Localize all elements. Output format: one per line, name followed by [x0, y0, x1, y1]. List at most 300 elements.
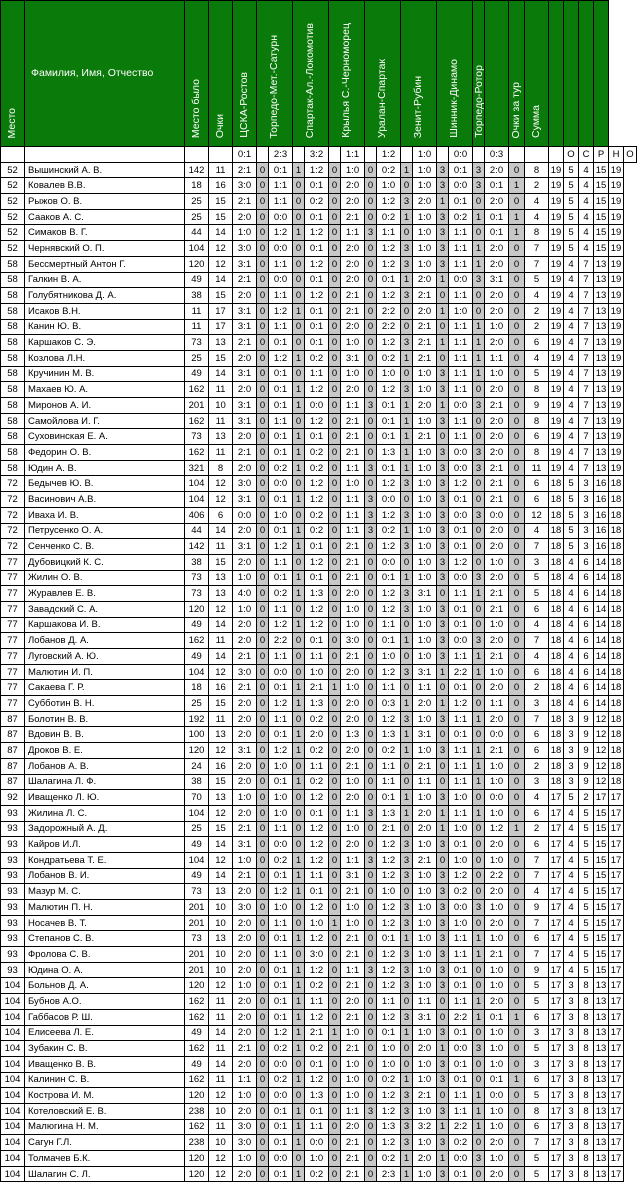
stat-cell: 19: [609, 288, 624, 304]
prediction-cell: 1:2: [377, 900, 401, 916]
match-points-cell: 3: [365, 523, 377, 539]
prediction-cell: 3:1: [413, 1009, 437, 1025]
prediction-cell: 0:1: [269, 774, 293, 790]
stat-cell: 15: [594, 837, 609, 853]
points-cell: 12: [209, 1166, 233, 1182]
name-cell: Симаков В. Г.: [25, 225, 185, 241]
match-points-cell: 3: [437, 931, 449, 947]
prediction-cell: 0:0: [269, 837, 293, 853]
prediction-cell: 0:2: [269, 460, 293, 476]
match-points-cell: 0: [293, 821, 305, 837]
tour-points-cell: 7: [525, 241, 549, 257]
prediction-cell: 2:0: [413, 805, 437, 821]
prediction-cell: 2:0: [341, 586, 365, 602]
prediction-cell: 1:1: [449, 1088, 473, 1104]
prev-place-cell: 49: [185, 366, 209, 382]
stat-cell: 4: [564, 586, 579, 602]
prediction-cell: 2:1: [341, 1166, 365, 1182]
prev-place-cell: 44: [185, 225, 209, 241]
prediction-cell: 2:1: [413, 350, 437, 366]
table-row: [1, 460, 637, 476]
match-points-cell: 1: [293, 727, 305, 743]
table-row: [1, 288, 637, 304]
match-points-cell: 0: [257, 696, 269, 712]
stat-cell: 13: [594, 319, 609, 335]
match-points-cell: 1: [293, 1009, 305, 1025]
match-points-cell: 0: [257, 821, 269, 837]
match-points-cell: 1: [293, 1025, 305, 1041]
name-cell: Фролова С. В.: [25, 947, 185, 963]
header-place: Место: [6, 107, 18, 138]
stat-cell: 18: [549, 633, 564, 649]
stat-cell: 3: [579, 507, 594, 523]
name-cell: Исаков В.Н.: [25, 303, 185, 319]
tour-points-cell: 8: [525, 413, 549, 429]
match-points-cell: 1: [329, 915, 341, 931]
prediction-cell: 0:0: [485, 1088, 509, 1104]
stat-cell: 4: [564, 398, 579, 414]
prev-place-cell: 73: [185, 335, 209, 351]
match-points-cell: 3: [365, 1103, 377, 1119]
name-cell: Канин Ю. В.: [25, 319, 185, 335]
stat-cell: 7: [579, 382, 594, 398]
match-points-cell: 1: [473, 209, 485, 225]
prediction-cell: 0:2: [305, 774, 329, 790]
prediction-cell: 0:2: [305, 350, 329, 366]
prediction-cell: 1:1: [449, 256, 473, 272]
prediction-cell: 2:0: [233, 805, 257, 821]
prediction-cell: 0:1: [377, 398, 401, 414]
stat-cell: 19: [549, 209, 564, 225]
match-points-cell: 0: [509, 696, 525, 712]
points-cell: 10: [209, 398, 233, 414]
prev-place-cell: 100: [185, 727, 209, 743]
place-cell: 77: [1, 680, 25, 696]
prediction-cell: 0:1: [305, 1103, 329, 1119]
prediction-cell: 2:1: [341, 539, 365, 555]
prediction-cell: 0:1: [449, 1025, 473, 1041]
match-points-cell: 0: [473, 194, 485, 210]
prediction-cell: 2:0: [485, 1166, 509, 1182]
match-points-cell: 0: [473, 978, 485, 994]
prediction-cell: 1:0: [413, 554, 437, 570]
match-points-cell: 1: [401, 1151, 413, 1167]
match-points-cell: 0: [509, 507, 525, 523]
prediction-cell: 1:1: [449, 335, 473, 351]
match-points-cell: 0: [509, 758, 525, 774]
prediction-cell: 2:0: [485, 241, 509, 257]
stat-cell: 15: [594, 194, 609, 210]
stat-cell: 17: [549, 915, 564, 931]
stat-cell: 8: [579, 1025, 594, 1041]
match-points-cell: 3: [437, 382, 449, 398]
match-points-cell: 0: [329, 303, 341, 319]
prediction-cell: 1:0: [413, 790, 437, 806]
prediction-cell: 1:0: [233, 601, 257, 617]
prediction-cell: 1:3: [377, 445, 401, 461]
tour-points-cell: 7: [525, 1135, 549, 1151]
match-points-cell: 1: [401, 398, 413, 414]
prediction-cell: 1:1: [449, 319, 473, 335]
tour-points-cell: 6: [525, 805, 549, 821]
table-row: [1, 947, 637, 963]
header-match: Уралан-Спартак: [376, 59, 388, 138]
stat-cell: 17: [609, 994, 624, 1010]
match-points-cell: 0: [257, 319, 269, 335]
place-cell: 58: [1, 335, 25, 351]
match-points-cell: 3: [437, 900, 449, 916]
match-points-cell: 0: [509, 460, 525, 476]
prediction-cell: 1:0: [233, 852, 257, 868]
prediction-cell: 1:1: [269, 178, 293, 194]
prediction-cell: 0:1: [305, 272, 329, 288]
match-points-cell: 0: [329, 178, 341, 194]
stat-cell: 5: [579, 805, 594, 821]
prediction-cell: 1:2: [305, 476, 329, 492]
stat-cell: 7: [579, 256, 594, 272]
prediction-cell: 0:1: [377, 272, 401, 288]
name-cell: Котеловский Е. В.: [25, 1103, 185, 1119]
match-points-cell: 3: [401, 194, 413, 210]
place-cell: 72: [1, 507, 25, 523]
prediction-cell: 2:0: [485, 162, 509, 178]
match-points-cell: 0: [437, 1009, 449, 1025]
match-points-cell: 0: [293, 1151, 305, 1167]
stat-cell: 17: [609, 931, 624, 947]
stat-cell: 17: [549, 1103, 564, 1119]
match-points-cell: 1: [401, 790, 413, 806]
name-cell: Самойлова И. Г.: [25, 413, 185, 429]
prediction-cell: 2:1: [341, 649, 365, 665]
match-points-cell: 0: [509, 994, 525, 1010]
stat-cell: 8: [579, 1088, 594, 1104]
match-points-cell: 0: [365, 1151, 377, 1167]
stat-cell: 19: [609, 350, 624, 366]
match-result: 1:0: [413, 147, 437, 163]
match-points-cell: 0: [509, 303, 525, 319]
table-row: [1, 821, 637, 837]
place-cell: 77: [1, 633, 25, 649]
match-points-cell: 3: [437, 617, 449, 633]
match-points-cell: 0: [365, 837, 377, 853]
prediction-cell: 0:1: [377, 790, 401, 806]
match-points-cell: 0: [365, 727, 377, 743]
stat-cell: 17: [549, 1088, 564, 1104]
stat-cell: 17: [549, 1166, 564, 1182]
stat-cell: 7: [579, 303, 594, 319]
match-points-cell: 1: [437, 194, 449, 210]
stat-cell: 17: [549, 978, 564, 994]
stat-cell: 5: [564, 194, 579, 210]
match-points-cell: 0: [257, 241, 269, 257]
stat-cell: 19: [549, 429, 564, 445]
stat-cell: 17: [609, 852, 624, 868]
stat-cell: 16: [594, 492, 609, 508]
match-points-cell: 0: [509, 492, 525, 508]
prediction-cell: 0:1: [269, 429, 293, 445]
match-points-cell: 0: [509, 1088, 525, 1104]
stat-cell: 4: [579, 178, 594, 194]
match-points-cell: 3: [365, 492, 377, 508]
prediction-cell: 0:1: [485, 225, 509, 241]
tour-points-cell: 7: [525, 947, 549, 963]
points-cell: 12: [209, 852, 233, 868]
match-points-cell: 3: [401, 241, 413, 257]
match-points-cell: 3: [365, 805, 377, 821]
name-cell: Малютин П. Н.: [25, 900, 185, 916]
match-points-cell: 0: [293, 805, 305, 821]
match-points-cell: 1: [293, 1041, 305, 1057]
match-points-cell: 1: [293, 492, 305, 508]
header-match: Торпедо-Мет.-Сатурн: [268, 34, 280, 138]
stat-cell: 18: [549, 649, 564, 665]
match-points-cell: 3: [473, 398, 485, 414]
stat-cell: 18: [549, 774, 564, 790]
prediction-cell: 2:0: [341, 272, 365, 288]
stat-cell: 13: [594, 1088, 609, 1104]
match-points-cell: 0: [509, 539, 525, 555]
prediction-cell: 0:0: [449, 900, 473, 916]
stat-cell: 19: [609, 460, 624, 476]
match-points-cell: 1: [293, 460, 305, 476]
place-cell: 93: [1, 884, 25, 900]
name-cell: Лобанов А. В.: [25, 758, 185, 774]
stat-cell: 7: [579, 272, 594, 288]
match-result: 0:3: [485, 147, 509, 163]
match-points-cell: 1: [293, 1072, 305, 1088]
header-points-cell: [209, 1, 233, 147]
match-points-cell: 0: [257, 335, 269, 351]
place-cell: 104: [1, 1056, 25, 1072]
match-points-cell: 0: [257, 303, 269, 319]
match-points-cell: 0: [329, 743, 341, 759]
match-points-cell: 0: [509, 1103, 525, 1119]
match-points-cell: 1: [293, 696, 305, 712]
match-points-cell: 0: [329, 617, 341, 633]
match-points-cell: 0: [365, 1166, 377, 1182]
header-match-cell: [473, 1, 485, 147]
table-row: [1, 900, 637, 916]
match-points-cell: 0: [509, 382, 525, 398]
prediction-cell: 1:0: [269, 507, 293, 523]
prediction-cell: 1:0: [485, 978, 509, 994]
match-points-cell: 0: [509, 256, 525, 272]
prediction-cell: 0:1: [449, 1166, 473, 1182]
match-points-cell: 3: [365, 962, 377, 978]
table-row: [1, 492, 637, 508]
match-points-cell: 1: [473, 1009, 485, 1025]
match-points-cell: 0: [401, 884, 413, 900]
prediction-cell: 0:0: [449, 398, 473, 414]
prediction-cell: 2:0: [485, 523, 509, 539]
stat-cell: 8: [579, 1151, 594, 1167]
name-cell: Бессмертный Антон Г.: [25, 256, 185, 272]
place-cell: 77: [1, 649, 25, 665]
match-points-cell: 1: [437, 303, 449, 319]
tour-points-cell: 2: [525, 319, 549, 335]
table-row: [1, 586, 637, 602]
stat-cell: 17: [549, 1056, 564, 1072]
match-points-cell: 0: [509, 429, 525, 445]
prediction-cell: 0:0: [305, 1135, 329, 1151]
stat-cell: 17: [609, 1041, 624, 1057]
prediction-cell: 1:1: [449, 711, 473, 727]
table-row: [1, 664, 637, 680]
match-points-cell: 3: [437, 915, 449, 931]
match-points-cell: 0: [401, 554, 413, 570]
tour-points-cell: 4: [525, 209, 549, 225]
prediction-cell: 1:2: [269, 539, 293, 555]
stat-cell: 14: [594, 617, 609, 633]
match-points-cell: 1: [293, 162, 305, 178]
prediction-cell: 3:0: [233, 1119, 257, 1135]
header-empty: [549, 1, 564, 147]
prediction-cell: 1:2: [377, 601, 401, 617]
prediction-cell: 0:0: [449, 460, 473, 476]
prediction-cell: 2:0: [485, 711, 509, 727]
prediction-cell: 1:2: [269, 303, 293, 319]
prediction-cell: 0:0: [485, 727, 509, 743]
table-row: [1, 868, 637, 884]
prediction-cell: 0:1: [269, 1135, 293, 1151]
stat-cell: 19: [549, 382, 564, 398]
stat-cell: 3: [579, 492, 594, 508]
match-points-cell: 0: [293, 633, 305, 649]
prediction-cell: 0:1: [449, 194, 473, 210]
match-points-cell: 0: [293, 1056, 305, 1072]
prediction-cell: 0:1: [305, 319, 329, 335]
stat-cell: 19: [549, 460, 564, 476]
match-points-cell: 0: [329, 852, 341, 868]
prediction-cell: 1:2: [305, 821, 329, 837]
tour-points-cell: 4: [525, 790, 549, 806]
stat-cell: 17: [549, 1135, 564, 1151]
table-row: [1, 696, 637, 712]
match-points-cell: 3: [401, 915, 413, 931]
table-row: [1, 366, 637, 382]
points-cell: 14: [209, 649, 233, 665]
name-cell: Сагун Г.Л.: [25, 1135, 185, 1151]
stat-cell: 5: [564, 523, 579, 539]
prediction-cell: 1:2: [269, 1025, 293, 1041]
prediction-cell: 1:0: [485, 664, 509, 680]
name-cell: Махаев Ю. А.: [25, 382, 185, 398]
stat-cell: 18: [549, 664, 564, 680]
place-cell: 93: [1, 931, 25, 947]
tour-points-cell: 9: [525, 962, 549, 978]
table-row: [1, 241, 637, 257]
prev-place-cell: 11: [185, 303, 209, 319]
prediction-cell: 1:0: [413, 711, 437, 727]
match-points-cell: 3: [473, 507, 485, 523]
prediction-cell: 3:0: [233, 476, 257, 492]
table-row: [1, 570, 637, 586]
stat-cell: 15: [594, 178, 609, 194]
prediction-cell: 0:0: [269, 1088, 293, 1104]
prediction-cell: 0:1: [305, 884, 329, 900]
name-cell: Кондратьева Т. Е.: [25, 852, 185, 868]
prediction-cell: 2:0: [233, 617, 257, 633]
prediction-cell: 1:0: [413, 931, 437, 947]
name-cell: Федорин О. В.: [25, 445, 185, 461]
prediction-cell: 0:0: [377, 554, 401, 570]
table-row: [1, 727, 637, 743]
match-points-cell: 0: [365, 256, 377, 272]
match-points-cell: 0: [329, 1088, 341, 1104]
prediction-cell: 0:1: [377, 413, 401, 429]
prediction-cell: 1:1: [341, 492, 365, 508]
prev-place-cell: 162: [185, 1072, 209, 1088]
match-points-cell: 1: [509, 209, 525, 225]
prediction-cell: 1:1: [449, 350, 473, 366]
match-points-cell: 3: [473, 570, 485, 586]
match-points-cell: 1: [437, 398, 449, 414]
place-cell: 58: [1, 429, 25, 445]
match-points-cell: 0: [365, 272, 377, 288]
name-cell: Кайров И.Л.: [25, 837, 185, 853]
prediction-cell: 1:0: [449, 915, 473, 931]
stat-cell: 7: [579, 398, 594, 414]
match-points-cell: 0: [257, 476, 269, 492]
prediction-cell: 0:2: [377, 1072, 401, 1088]
match-points-cell: 1: [293, 225, 305, 241]
table-row: [1, 1088, 637, 1104]
match-points-cell: 0: [473, 852, 485, 868]
points-cell: 10: [209, 1135, 233, 1151]
prediction-cell: 2:1: [341, 209, 365, 225]
place-cell: 93: [1, 837, 25, 853]
prediction-cell: 3:0: [233, 664, 257, 680]
prediction-cell: 0:1: [449, 539, 473, 555]
stat-cell: 18: [549, 727, 564, 743]
points-cell: 14: [209, 272, 233, 288]
ref-empty: [329, 147, 341, 163]
points-cell: 15: [209, 554, 233, 570]
match-points-cell: 0: [257, 209, 269, 225]
match-points-cell: 1: [293, 1135, 305, 1151]
match-points-cell: 1: [473, 649, 485, 665]
prediction-cell: 1:0: [305, 1151, 329, 1167]
match-points-cell: 1: [473, 256, 485, 272]
prediction-cell: 0:1: [305, 1056, 329, 1072]
prediction-cell: 1:1: [413, 680, 437, 696]
match-points-cell: 0: [401, 366, 413, 382]
stat-cell: 4: [564, 821, 579, 837]
tour-points-cell: 2: [525, 178, 549, 194]
prev-place-cell: 321: [185, 460, 209, 476]
prediction-cell: 2:0: [233, 1025, 257, 1041]
stat-cell: 13: [594, 1009, 609, 1025]
prediction-cell: 2:0: [413, 194, 437, 210]
match-points-cell: 3: [401, 1088, 413, 1104]
prediction-cell: 1:2: [305, 288, 329, 304]
match-points-cell: 1: [473, 319, 485, 335]
prev-place-cell: 18: [185, 178, 209, 194]
match-points-cell: 0: [365, 884, 377, 900]
match-points-cell: 0: [329, 507, 341, 523]
match-points-cell: 0: [509, 241, 525, 257]
match-points-cell: 0: [257, 617, 269, 633]
prediction-cell: 2:0: [341, 994, 365, 1010]
stat-cell: 19: [609, 241, 624, 257]
match-points-cell: 1: [473, 366, 485, 382]
prediction-cell: 0:2: [305, 743, 329, 759]
match-points-cell: 1: [473, 1088, 485, 1104]
stat-cell: 5: [579, 947, 594, 963]
match-points-cell: 1: [473, 758, 485, 774]
prediction-cell: 2:0: [233, 209, 257, 225]
match-points-cell: 0: [257, 570, 269, 586]
